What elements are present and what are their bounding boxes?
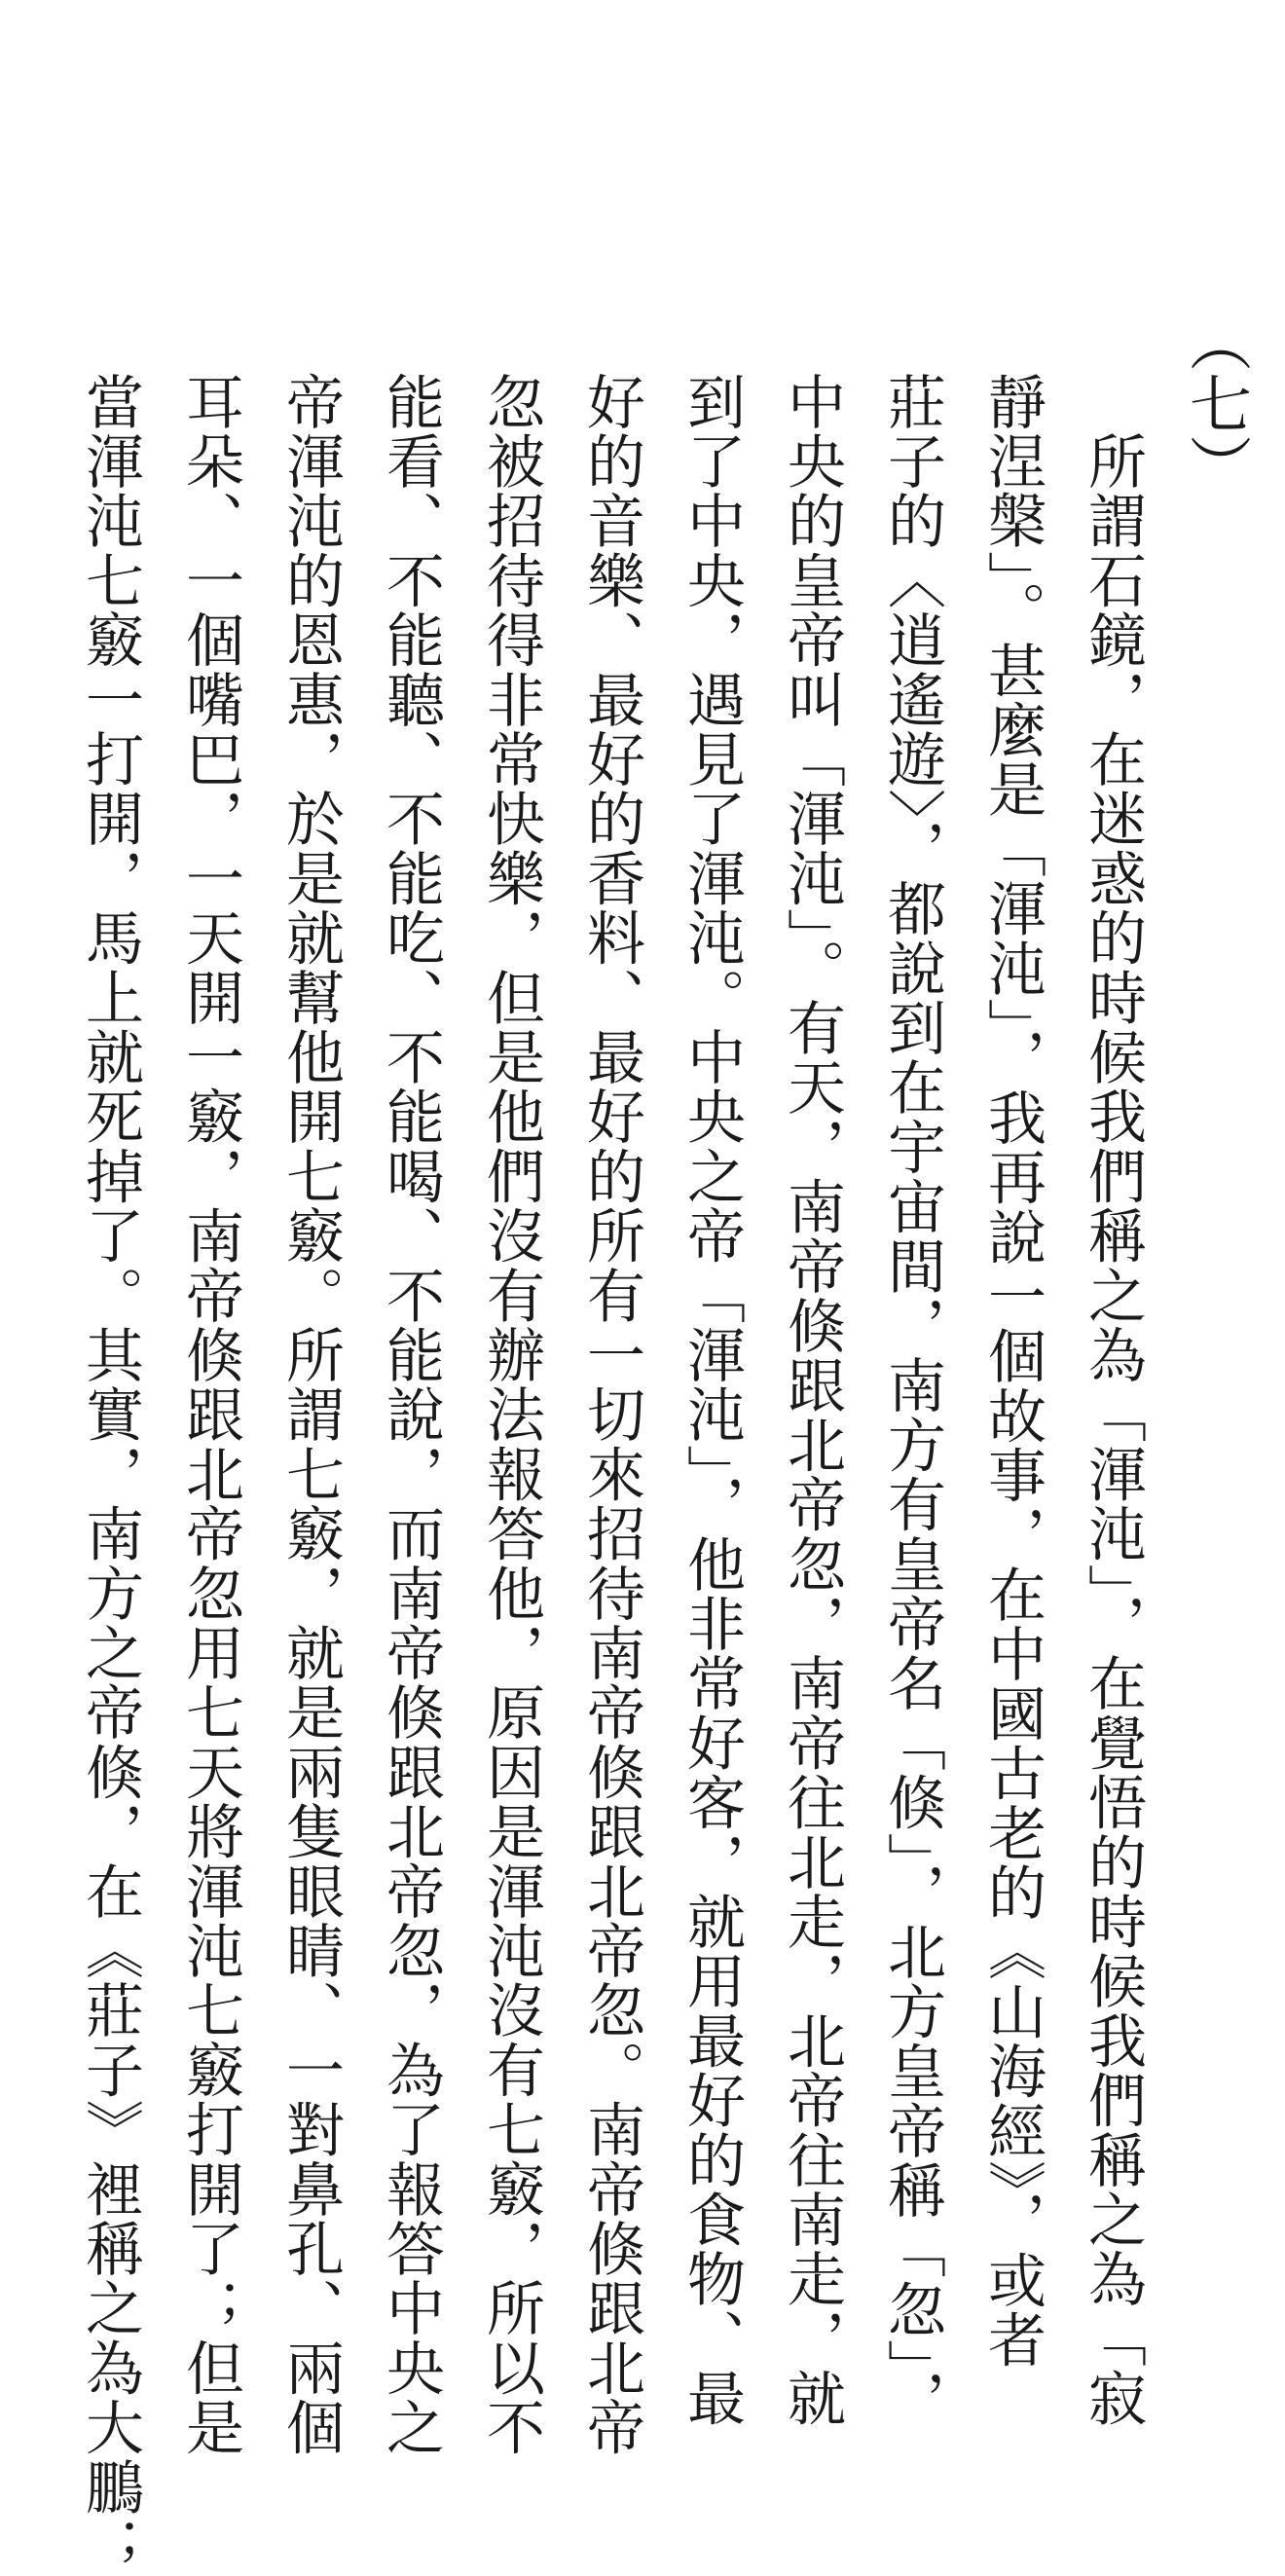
text-column: 忽被招待得非常快樂，但是他們沒有辦法報答他，原因是渾沌沒有七竅，所以不: [477, 372, 545, 2457]
text-column: 中央的皇帝叫「渾沌」。有天，南帝倏跟北帝忽，南帝往北走，北帝往南走，就: [778, 372, 846, 2428]
text-column: 能看、不能聽、不能吃、不能喝、不能說，而南帝倏跟北帝忽，為了報答中央之: [377, 372, 445, 2457]
text-column: 好的音樂、最好的香料、最好的所有一切來招待南帝倏跟北帝忽。南帝倏跟北帝: [577, 372, 645, 2457]
text-column: 到了中央，遇見了渾沌。中央之帝「渾沌」，他非常好客，就用最好的食物、最: [678, 372, 746, 2428]
text-column: 帝渾沌的恩惠，於是就幫他開七竅。所謂七竅，就是兩隻眼睛、一對鼻孔、兩個: [276, 372, 345, 2457]
text-column: 耳朵、一個嘴巴，一天開一竅，南帝倏跟北帝忽用七天將渾沌七竅打開了；但是: [176, 372, 244, 2457]
chapter-heading: （七）: [1179, 310, 1251, 497]
text-column: 所謂石鏡，在迷惑的時候我們稱之為「渾沌」，在覺悟的時候我們稱之為「寂: [1079, 372, 1147, 2428]
body-text: [59, 372, 1162, 2576]
text-column: 當渾沌七竅一打開，馬上就死掉了。其實，南方之帝倏，在《莊子》裡稱之為大鵬；: [76, 372, 144, 2576]
text-column: 莊子的〈逍遙遊〉，都說到在宇宙間，南方有皇帝名「倏」，北方皇帝稱「忽」，: [878, 372, 946, 2430]
text-column: 靜涅槃」。甚麼是「渾沌」，我再說一個故事，在中國古老的《山海經》，或者: [978, 372, 1046, 2370]
